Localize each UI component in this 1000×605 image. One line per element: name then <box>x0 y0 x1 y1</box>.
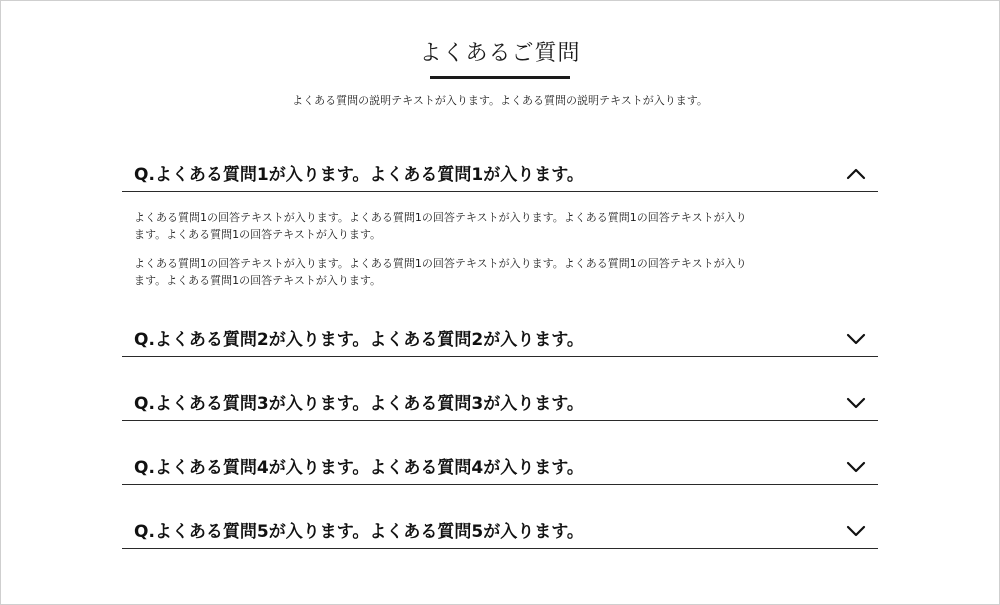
faq-question-5-text: Q.よくある質問5が入ります。よくある質問5が入ります。 <box>134 522 584 542</box>
page-lead-text: よくある質問の説明テキストが入ります。よくある質問の説明テキストが入ります。 <box>292 94 708 107</box>
page-title: よくあるご質問 <box>419 41 581 66</box>
faq-question-2-text: Q.よくある質問2が入ります。よくある質問2が入ります。 <box>134 330 584 350</box>
faq-item-2 <box>122 323 878 357</box>
faq-question-4[interactable] <box>122 451 878 485</box>
title-underline <box>430 76 570 79</box>
faq-answer-1 <box>122 192 878 289</box>
faq-item-4 <box>122 451 878 485</box>
chevron-up-icon[interactable] <box>846 166 866 182</box>
faq-item-3 <box>122 387 878 421</box>
chevron-down-icon[interactable] <box>846 459 866 475</box>
faq-question-3[interactable] <box>122 387 878 421</box>
faq-answer-1-paragraph-2: よくある質問1の回答テキストが入ります。よくある質問1の回答テキストが入ります。よくある質問1の回答テキストが入ります。よくある質問1の回答テキストが入ります。 <box>134 257 747 287</box>
faq-question-4-text: Q.よくある質問4が入ります。よくある質問4が入ります。 <box>134 458 584 478</box>
chevron-down-icon[interactable] <box>846 395 866 411</box>
faq-question-2[interactable] <box>122 323 878 357</box>
faq-header <box>0 38 1000 109</box>
chevron-down-icon[interactable] <box>846 523 866 539</box>
faq-item-5 <box>122 515 878 549</box>
faq-question-5[interactable] <box>122 515 878 549</box>
faq-item-1 <box>122 158 878 289</box>
faq-question-1-text: Q.よくある質問1が入ります。よくある質問1が入ります。 <box>134 165 584 185</box>
faq-list <box>122 158 878 549</box>
chevron-down-icon[interactable] <box>846 331 866 347</box>
faq-answer-1-paragraph-1: よくある質問1の回答テキストが入ります。よくある質問1の回答テキストが入ります。よくある質問1の回答テキストが入ります。よくある質問1の回答テキストが入ります。 <box>134 211 747 241</box>
faq-question-3-text: Q.よくある質問3が入ります。よくある質問3が入ります。 <box>134 394 584 414</box>
faq-question-1[interactable] <box>122 158 878 192</box>
